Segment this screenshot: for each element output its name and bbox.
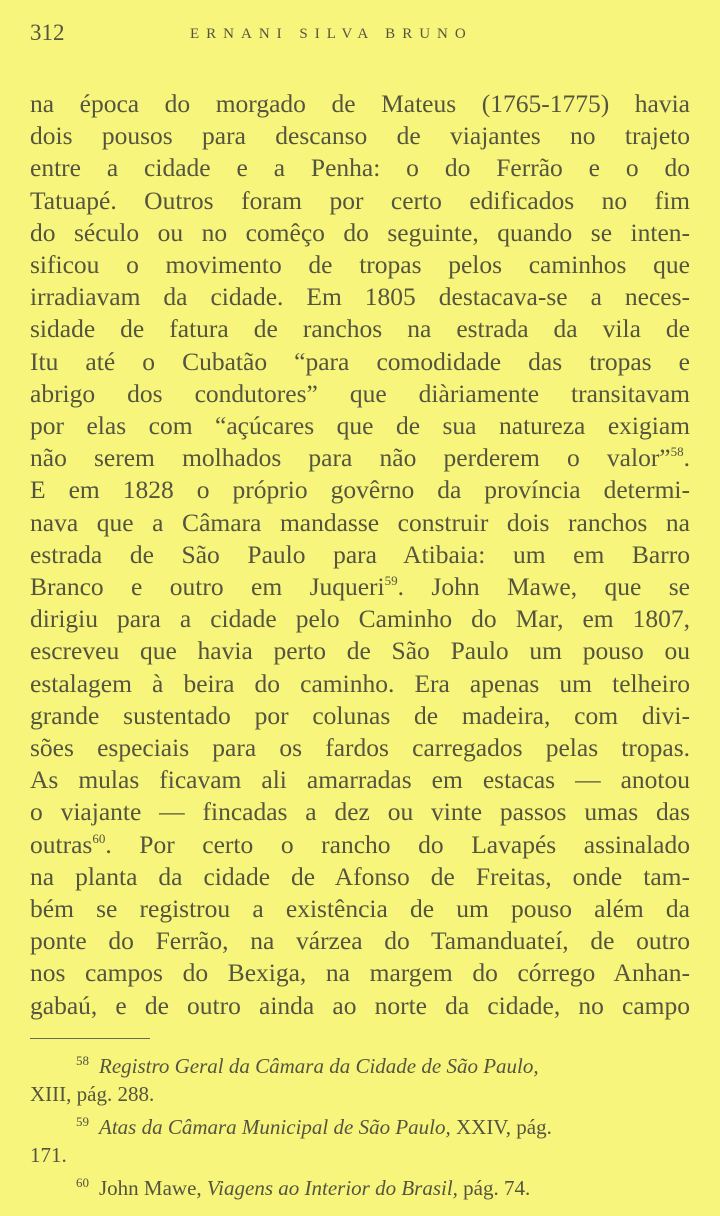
footnote-58: [30, 1047, 690, 1108]
text-segment: não serem molhados para não perderem o valor”: [30, 443, 671, 473]
text-line: sidade de fatura de ranchos na estrada da vila de: [30, 314, 690, 344]
text-line: Tatuapé. Outros foram por certo edificados no fim: [30, 185, 690, 215]
footnote-title: Atas da Câmara Municipal de São Paulo,: [99, 1115, 451, 1139]
text-line: ponte do Ferrão, na várzea do Tamanduateí, de outro: [30, 926, 690, 956]
footnote-line: [30, 1169, 690, 1203]
text-line: sificou o movimento de tropas pelos caminhos que: [30, 250, 690, 280]
text-line: na planta da cidade de Afonso de Freitas, onde tam-: [30, 861, 690, 891]
text-segment: . John Mawe, que se: [397, 572, 690, 602]
book-page: [30, 20, 690, 1200]
footnote-line: [30, 1108, 690, 1142]
footnote-title: Registro Geral da Câmara da Cidade de São Paulo,: [99, 1054, 539, 1078]
footnote-ref-60: 60: [92, 830, 106, 846]
footnote-title: Viagens ao Interior do Brasil,: [206, 1176, 458, 1200]
footnote-ref-58: 58: [670, 444, 684, 460]
text-line: dois pousos para descanso de viajantes no trajeto: [30, 121, 690, 151]
footnote-line: [30, 1047, 690, 1081]
text-line-with-note: [30, 571, 690, 603]
footnote-60: [30, 1169, 690, 1203]
page-number: 312: [30, 20, 65, 45]
text-line: nava que a Câmara mandasse construir dois ranchos na: [30, 507, 690, 537]
text-segment: . Por certo o rancho do Lavapés assinalado: [105, 829, 690, 859]
text-line: irradiavam da cidade. Em 1805 destacava-se a neces-: [30, 282, 690, 312]
text-line: E em 1828 o próprio govêrno da província determi-: [30, 475, 690, 505]
footnote-number: 60: [76, 1175, 89, 1190]
text-segment: outras: [30, 829, 93, 859]
body-text: [30, 88, 690, 1022]
text-line: As mulas ficavam ali amarradas em estacas — anotou: [30, 765, 690, 795]
text-line: por elas com “açúcares que de sua natureza exigiam: [30, 411, 690, 441]
text-line: Itu até o Cubatão “para comodidade das tropas e: [30, 346, 690, 376]
text-line: estrada de São Paulo para Atibaia: um em Barro: [30, 539, 690, 569]
text-line: abrigo dos condutores” que diàriamente transitavam: [30, 378, 690, 408]
text-line-with-note: [30, 829, 690, 861]
text-line: escreveu que havia perto de São Paulo um pouso ou: [30, 636, 690, 666]
text-line: bém se registrou a existência de um pouso além da: [30, 894, 690, 924]
text-segment: .: [683, 443, 690, 473]
text-line: grande sustentado por colunas de madeira, com divi-: [30, 700, 690, 730]
footnote-ref-59: 59: [384, 573, 398, 589]
text-line: do século ou no comêço do seguinte, quando se inten-: [30, 217, 690, 247]
text-line: sões especiais para os fardos carregados pelas tropas.: [30, 733, 690, 763]
footnotes: [30, 1047, 690, 1203]
header-author: ERNANI SILVA BRUNO: [190, 26, 473, 42]
footnote-continuation: XIII, pág. 288.: [30, 1081, 155, 1106]
text-line: dirigiu para a cidade pelo Caminho do Mar, em 1807,: [30, 604, 690, 634]
footnote-divider: [30, 1038, 150, 1039]
text-line: nos campos do Bexiga, na margem do córrego Anhan-: [30, 958, 690, 988]
footnote-text: John Mawe,: [99, 1176, 207, 1200]
text-line: gabaú, e de outro ainda ao norte da cidade, no campo: [30, 990, 690, 1020]
footnote-text: XXIV, pág.: [450, 1115, 552, 1139]
footnote-number: 59: [76, 1114, 89, 1129]
text-line: entre a cidade e a Penha: o do Ferrão e o do: [30, 153, 690, 183]
text-line: o viajante — fincadas a dez ou vinte passos umas das: [30, 797, 690, 827]
footnote-text: pág. 74.: [457, 1176, 531, 1200]
footnote-59: [30, 1108, 690, 1169]
footnote-number: 58: [76, 1053, 89, 1068]
text-line: na época do morgado de Mateus (1765-1775) havia: [30, 89, 690, 118]
running-head: [30, 20, 690, 50]
footnote-continuation: 171.: [30, 1142, 67, 1167]
text-segment: Branco e outro em Juqueri: [30, 572, 385, 602]
text-line-with-note: [30, 442, 690, 474]
text-line: estalagem à beira do caminho. Era apenas um telheiro: [30, 668, 690, 698]
